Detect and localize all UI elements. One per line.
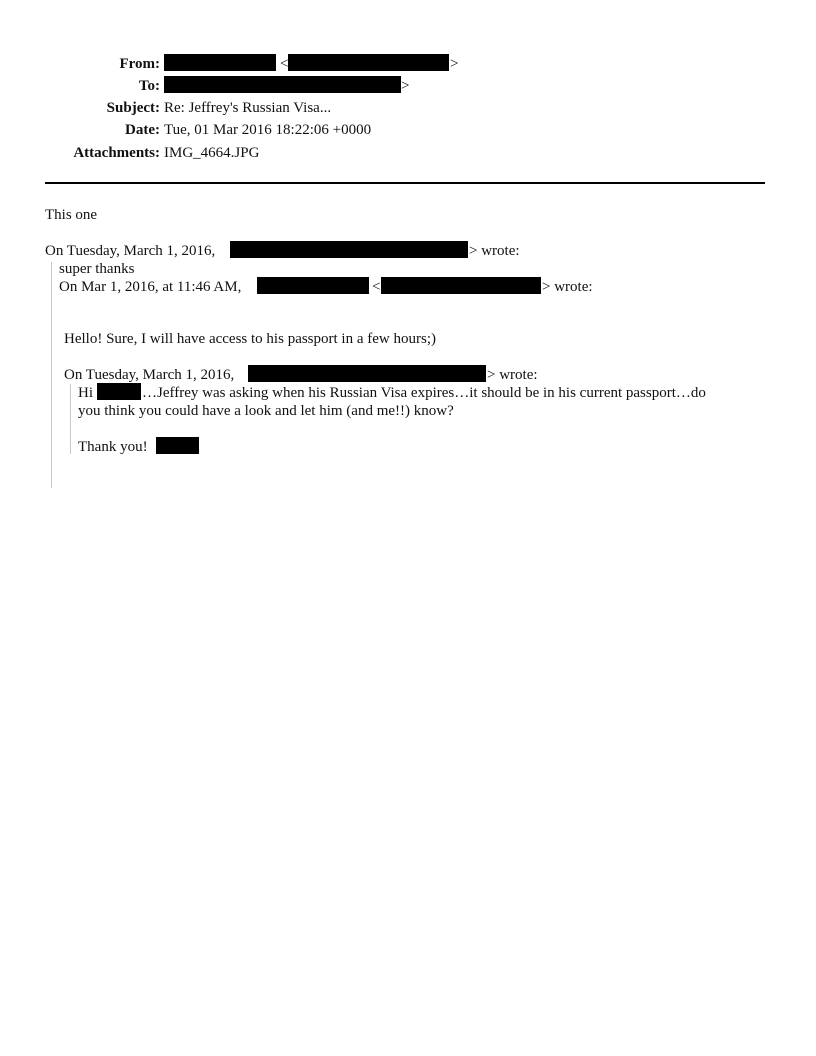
quote3-line1: …Jeffrey was asking when his Russian Visa expires…it should be in his current passport…do <box>142 385 706 401</box>
quote1-attribution-prefix: On Tuesday, March 1, 2016, <box>45 243 216 259</box>
from-label: From: <box>119 56 160 72</box>
redacted-sender-email <box>288 54 449 71</box>
quote3-greeting: Hi <box>78 385 93 401</box>
attachments-label: Attachments: <box>73 145 160 161</box>
quote1-attribution-suffix: > wrote: <box>469 243 520 259</box>
redacted-quote1-author <box>230 241 468 258</box>
attachment-link[interactable]: IMG_4664.JPG <box>164 145 260 161</box>
redacted-signature <box>156 437 199 454</box>
redacted-quote2-author-email <box>381 277 541 294</box>
quote1-attribution2-mid: < <box>372 279 381 295</box>
quote3-thanks: Thank you! <box>78 439 148 455</box>
redacted-quote2-author-name <box>257 277 369 294</box>
redacted-recipient <box>164 76 401 93</box>
subject-value: Re: Jeffrey's Russian Visa... <box>164 100 332 116</box>
quote2-attribution-prefix: On Tuesday, March 1, 2016, <box>64 367 235 383</box>
date-value: Tue, 01 Mar 2016 18:22:06 +0000 <box>164 122 372 138</box>
redacted-quote3-author <box>248 365 486 382</box>
to-close-bracket: > <box>401 78 410 94</box>
reply-text: This one <box>45 207 98 223</box>
from-close-bracket: > <box>450 56 459 72</box>
quote1-bar <box>51 262 52 488</box>
hello-line: Hello! Sure, I will have access to his passport in a few hours;) <box>64 331 436 347</box>
redacted-greeting-name <box>97 383 141 400</box>
redacted-sender-name <box>164 54 276 71</box>
from-open-bracket: < <box>280 56 289 72</box>
quote1-attribution2-suffix: > wrote: <box>542 279 593 295</box>
quote3-line2: you think you could have a look and let him (and me!!) know? <box>78 403 454 419</box>
quote2-bar <box>70 384 71 454</box>
subject-label: Subject: <box>106 100 160 116</box>
header-divider <box>45 182 765 184</box>
quote2-attribution-suffix: > wrote: <box>487 367 538 383</box>
quote1-attribution2-prefix: On Mar 1, 2016, at 11:46 AM, <box>59 279 242 295</box>
date-label: Date: <box>125 122 160 138</box>
quote1-line: super thanks <box>59 261 135 277</box>
to-label: To: <box>138 78 160 94</box>
